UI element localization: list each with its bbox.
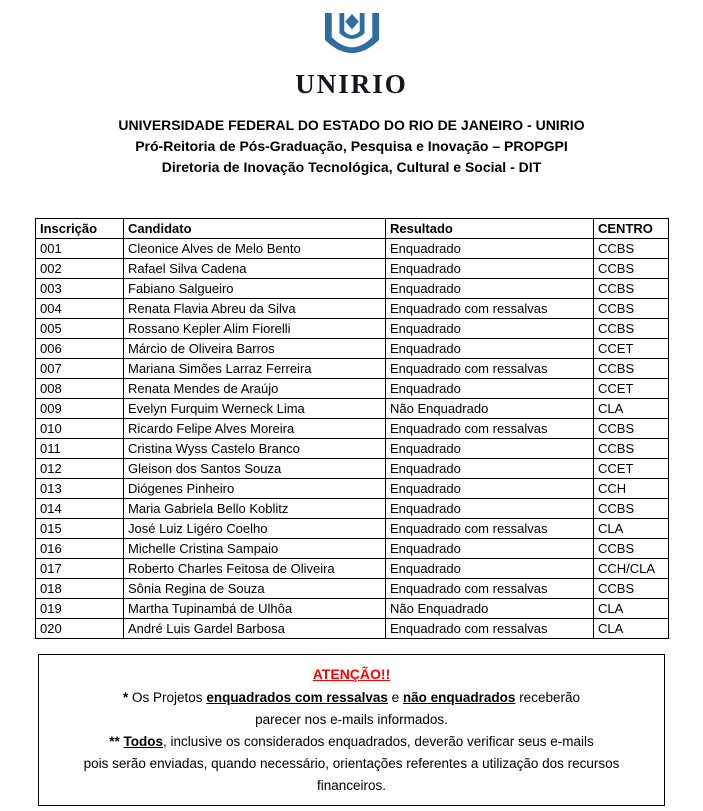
notice-text-segment: , inclusive os considerados enquadrados, deverão verificar seus e-mails (163, 734, 594, 749)
notice-text-segment: * (123, 690, 133, 705)
cell-inscricao: 001 (36, 239, 124, 259)
cell-candidato: José Luiz Ligéro Coelho (124, 519, 386, 539)
cell-inscricao: 017 (36, 559, 124, 579)
cell-resultado: Enquadrado (386, 279, 594, 299)
notice-line (39, 687, 664, 709)
cell-centro: CCET (594, 339, 669, 359)
table-row (36, 559, 669, 579)
table-row (36, 259, 669, 279)
cell-inscricao: 016 (36, 539, 124, 559)
cell-candidato: André Luis Gardel Barbosa (124, 619, 386, 639)
cell-centro: CCBS (594, 239, 669, 259)
col-header-candidato: Candidato (124, 219, 386, 239)
unirio-logo-symbol (312, 12, 392, 68)
cell-inscricao: 010 (36, 419, 124, 439)
notice-text-segment: financeiros. (316, 778, 387, 793)
cell-candidato: Renata Flavia Abreu da Silva (124, 299, 386, 319)
notice-line (39, 753, 664, 775)
table-row (36, 519, 669, 539)
cell-inscricao: 007 (36, 359, 124, 379)
cell-resultado: Enquadrado com ressalvas (386, 359, 594, 379)
cell-candidato: Michelle Cristina Sampaio (124, 539, 386, 559)
cell-inscricao: 002 (36, 259, 124, 279)
attention-title: ATENÇÃO!! (312, 666, 391, 682)
cell-inscricao: 005 (36, 319, 124, 339)
cell-resultado: Enquadrado (386, 339, 594, 359)
table-row (36, 319, 669, 339)
cell-candidato: Cleonice Alves de Melo Bento (124, 239, 386, 259)
cell-centro: CCBS (594, 279, 669, 299)
cell-centro: CCBS (594, 579, 669, 599)
table-row (36, 619, 669, 639)
cell-candidato: Diógenes Pinheiro (124, 479, 386, 499)
cell-centro: CLA (594, 519, 669, 539)
cell-centro: CCBS (594, 539, 669, 559)
col-header-inscricao: Inscrição (36, 219, 124, 239)
cell-candidato: Ricardo Felipe Alves Moreira (124, 419, 386, 439)
cell-inscricao: 004 (36, 299, 124, 319)
cell-centro: CCBS (594, 499, 669, 519)
notice-line (39, 709, 664, 731)
attention-box (38, 654, 665, 806)
header-line-prorectory: Pró-Reitoria de Pós-Graduação, Pesquisa e Inovação – PROPGPI (135, 138, 568, 154)
cell-centro: CCET (594, 459, 669, 479)
cell-candidato: Mariana Simões Larraz Ferreira (124, 359, 386, 379)
cell-resultado: Enquadrado com ressalvas (386, 519, 594, 539)
unirio-wordmark: UNIRIO (295, 69, 408, 99)
cell-inscricao: 015 (36, 519, 124, 539)
cell-resultado: Enquadrado com ressalvas (386, 619, 594, 639)
cell-candidato: Martha Tupinambá de Ulhôa (124, 599, 386, 619)
cell-centro: CCBS (594, 419, 669, 439)
table-row (36, 279, 669, 299)
cell-candidato: Renata Mendes de Araújo (124, 379, 386, 399)
document-header (0, 115, 703, 178)
table-header-row (36, 219, 669, 239)
cell-inscricao: 011 (36, 439, 124, 459)
cell-centro: CCBS (594, 439, 669, 459)
notice-text-segment: parecer nos e-mails informados. (255, 712, 448, 727)
table-row (36, 479, 669, 499)
cell-candidato: Evelyn Furquim Werneck Lima (124, 399, 386, 419)
col-header-resultado: Resultado (386, 219, 594, 239)
cell-resultado: Enquadrado (386, 439, 594, 459)
logo-diamond (345, 14, 359, 29)
cell-inscricao: 014 (36, 499, 124, 519)
cell-inscricao: 020 (36, 619, 124, 639)
cell-candidato: Gleison dos Santos Souza (124, 459, 386, 479)
cell-candidato: Fabiano Salgueiro (124, 279, 386, 299)
cell-candidato: Márcio de Oliveira Barros (124, 339, 386, 359)
cell-candidato: Sônia Regina de Souza (124, 579, 386, 599)
cell-centro: CLA (594, 599, 669, 619)
notice-body (39, 687, 664, 797)
table-row (36, 339, 669, 359)
cell-resultado: Enquadrado com ressalvas (386, 579, 594, 599)
cell-centro: CCH/CLA (594, 559, 669, 579)
cell-inscricao: 019 (36, 599, 124, 619)
table-row (36, 599, 669, 619)
notice-text-segment: Todos (123, 734, 164, 749)
cell-centro: CCBS (594, 319, 669, 339)
notice-text-segment: não enquadrados (402, 690, 516, 705)
cell-centro: CCBS (594, 299, 669, 319)
cell-resultado: Enquadrado (386, 239, 594, 259)
table-row (36, 439, 669, 459)
cell-resultado: Enquadrado (386, 479, 594, 499)
header-line-directory: Diretoria de Inovação Tecnológica, Cultural e Social - DIT (161, 159, 542, 175)
cell-resultado: Enquadrado (386, 559, 594, 579)
notice-text-segment: Os Projetos (132, 690, 207, 705)
results-table (35, 218, 669, 639)
unirio-logo (0, 12, 703, 100)
cell-inscricao: 003 (36, 279, 124, 299)
table-row (36, 239, 669, 259)
notice-text-segment: receberão (515, 690, 580, 705)
notice-line (39, 731, 664, 753)
cell-inscricao: 009 (36, 399, 124, 419)
cell-centro: CCH (594, 479, 669, 499)
notice-text-segment: e (387, 690, 403, 705)
cell-resultado: Enquadrado (386, 379, 594, 399)
results-table-body (36, 239, 669, 639)
cell-candidato: Maria Gabriela Bello Koblitz (124, 499, 386, 519)
cell-centro: CCBS (594, 359, 669, 379)
table-row (36, 399, 669, 419)
notice-text-segment: enquadrados com ressalvas (206, 690, 388, 705)
cell-inscricao: 013 (36, 479, 124, 499)
cell-inscricao: 018 (36, 579, 124, 599)
cell-resultado: Enquadrado (386, 539, 594, 559)
cell-candidato: Rossano Kepler Alim Fiorelli (124, 319, 386, 339)
table-row (36, 379, 669, 399)
table-row (36, 539, 669, 559)
cell-resultado: Enquadrado (386, 499, 594, 519)
cell-resultado: Enquadrado com ressalvas (386, 419, 594, 439)
table-row (36, 579, 669, 599)
cell-candidato: Rafael Silva Cadena (124, 259, 386, 279)
table-row (36, 299, 669, 319)
cell-resultado: Não Enquadrado (386, 399, 594, 419)
cell-resultado: Não Enquadrado (386, 599, 594, 619)
cell-resultado: Enquadrado (386, 319, 594, 339)
cell-candidato: Cristina Wyss Castelo Branco (124, 439, 386, 459)
cell-resultado: Enquadrado (386, 259, 594, 279)
table-row (36, 359, 669, 379)
cell-inscricao: 008 (36, 379, 124, 399)
cell-inscricao: 012 (36, 459, 124, 479)
cell-inscricao: 006 (36, 339, 124, 359)
notice-text-segment: pois serão enviadas, quando necessário, orientações referentes a utilização dos recursos (83, 756, 620, 771)
cell-candidato: Roberto Charles Feitosa de Oliveira (124, 559, 386, 579)
cell-centro: CCBS (594, 259, 669, 279)
table-row (36, 459, 669, 479)
cell-resultado: Enquadrado (386, 459, 594, 479)
notice-line (39, 775, 664, 797)
table-row (36, 499, 669, 519)
table-row (36, 419, 669, 439)
notice-text-segment: ** (109, 734, 124, 749)
cell-centro: CCET (594, 379, 669, 399)
cell-centro: CLA (594, 619, 669, 639)
header-line-university: UNIVERSIDADE FEDERAL DO ESTADO DO RIO DE JANEIRO - UNIRIO (118, 117, 585, 133)
cell-resultado: Enquadrado com ressalvas (386, 299, 594, 319)
cell-centro: CLA (594, 399, 669, 419)
col-header-centro: CENTRO (594, 219, 669, 239)
